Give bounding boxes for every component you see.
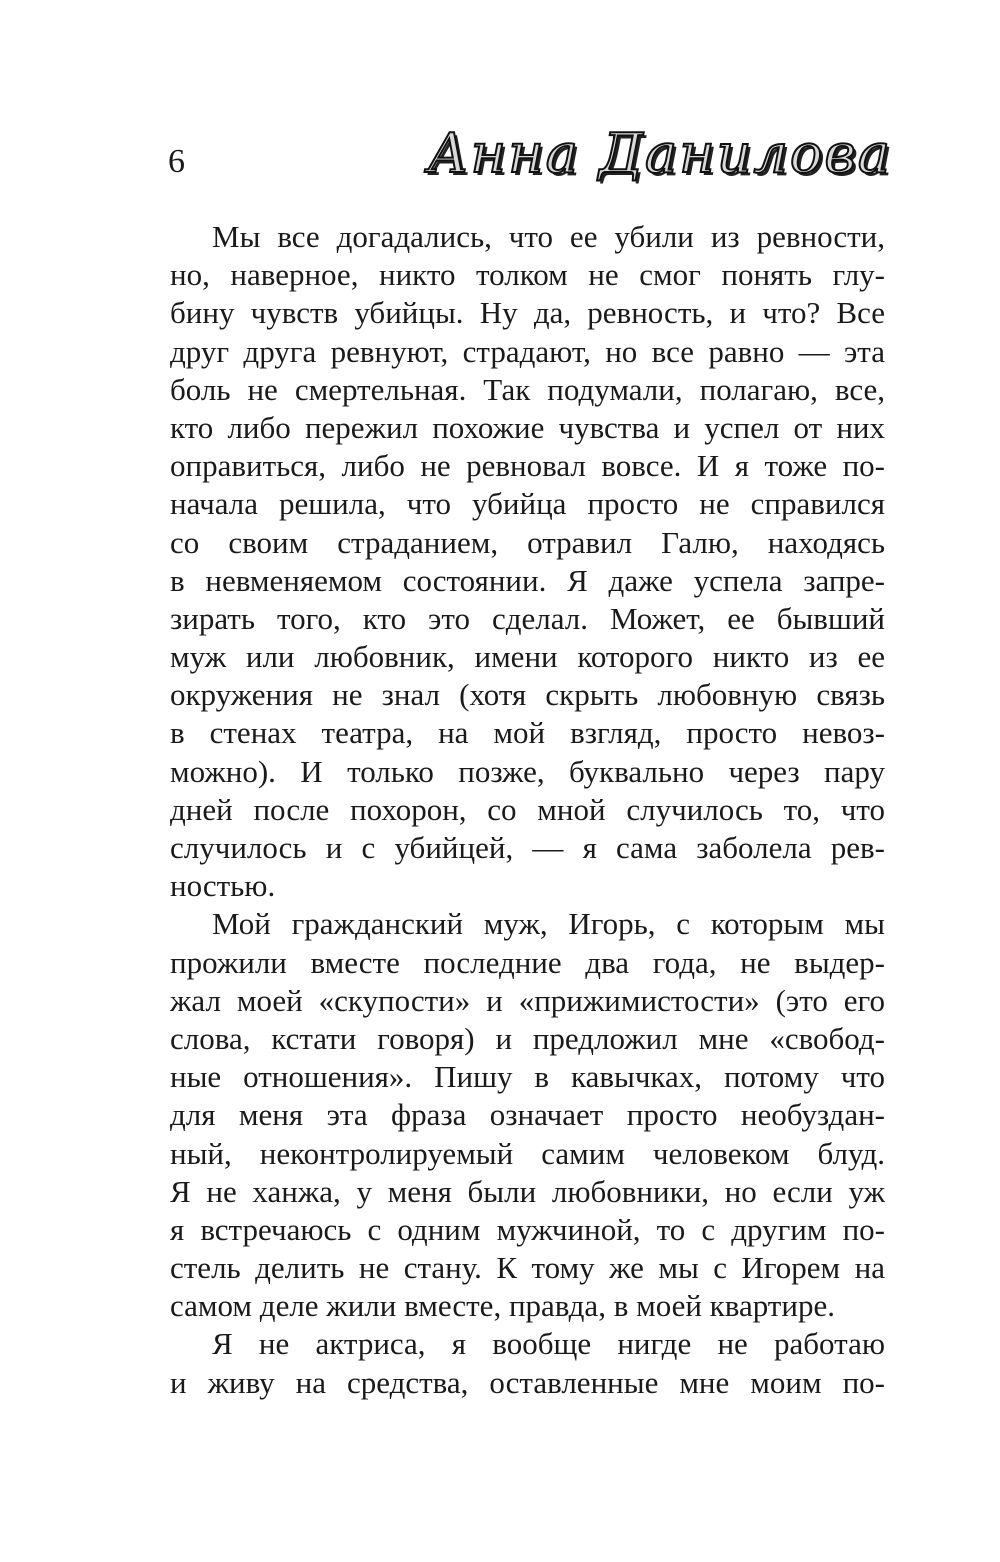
text-line: Я не актриса, я вообще нигде не работаю xyxy=(212,1326,885,1362)
text-line: дней после похорон, со мной случилось то, что xyxy=(170,791,885,827)
text-line: для меня эта фраза означает просто необуздан- xyxy=(170,1097,885,1133)
text-line: боль не смертельная. Так подумали, полагаю, все, xyxy=(170,371,885,407)
text-line: со своим страданием, отравил Галю, находясь xyxy=(170,524,885,560)
text-line: ные отношения». Пишу в кавычках, потому что xyxy=(170,1059,885,1095)
text-line: но, наверное, никто толком не смог понять глу- xyxy=(170,257,885,293)
text-line: Я не ханжа, у меня были любовники, но если уж xyxy=(170,1173,885,1209)
text-line: слова, кстати говоря) и предложил мне «свобод- xyxy=(170,1020,885,1056)
text-line: кто либо пережил похожие чувства и успел от них xyxy=(170,409,885,445)
text-line: друг друга ревнуют, страдают, но все равно — эта xyxy=(170,333,885,369)
text-line: прожили вместе последние два года, не выдер- xyxy=(170,944,885,980)
text-line: Мы все догадались, что ее убили из ревности, xyxy=(212,219,885,254)
text-line: ностью. xyxy=(170,868,276,904)
text-line: случилось и с убийцей, — я сама заболела рев- xyxy=(170,830,885,865)
text-line: Мой гражданский муж, Игорь, с которым мы xyxy=(212,906,885,942)
text-line: оправиться, либо не ревновал вовсе. И я тоже по- xyxy=(170,448,885,484)
text-line: зирать того, кто это сделал. Может, ее бывший xyxy=(170,600,885,636)
text-line: самом деле жили вместе, правда, в моей квартире. xyxy=(170,1288,835,1324)
text-line: в невменяемом состоянии. Я даже успела запре- xyxy=(170,562,885,598)
text-line: окружения не знал (хотя скрыть любовную связь xyxy=(170,677,885,713)
text-line: ный, неконтролируемый самим человеком блуд. xyxy=(170,1135,885,1171)
text-line: начала решила, что убийца просто не справился xyxy=(170,486,885,522)
running-header-author: Анна Данилова xyxy=(427,122,892,185)
page-number: 6 xyxy=(168,143,185,180)
text-line: муж или любовник, имени которого никто из ее xyxy=(170,639,885,675)
text-line: стель делить не стану. К тому же мы с Игорем на xyxy=(170,1250,885,1286)
text-line: я встречаюсь с одним мужчиной, то с другим по- xyxy=(170,1211,885,1247)
body-text xyxy=(170,218,885,1402)
text-line: в стенах театра, на мой взгляд, просто невоз- xyxy=(170,715,885,751)
text-line: можно). И только позже, буквально через пару xyxy=(170,753,885,789)
text-line: бину чувств убийцы. Ну да, ревность, и что? Все xyxy=(170,295,885,331)
text-line: жал моей «скупости» и «прижимистости» (это его xyxy=(170,982,885,1018)
text-line: и живу на средства, оставленные мне моим по- xyxy=(170,1364,885,1400)
